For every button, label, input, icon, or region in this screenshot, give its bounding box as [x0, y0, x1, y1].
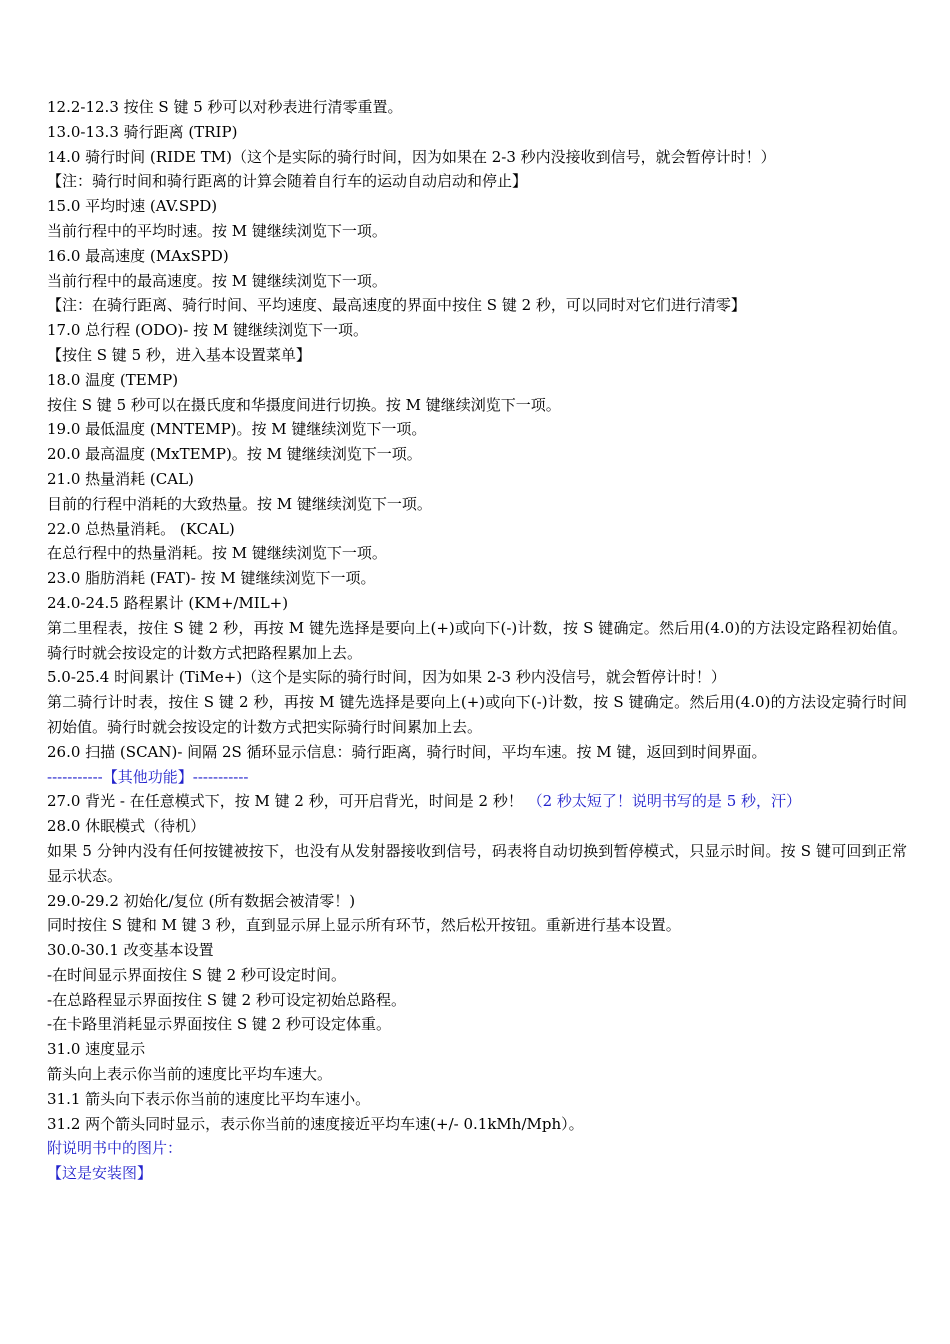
text-line: 28.0 休眠模式（待机） [47, 817, 206, 836]
sleep-paragraph: 如果 5 分钟内没有任何按键被按下，也没有从发射器接收到信号，码表将自动切换到暂停模式，只显示时间。按 S 键可回到正常显示状态。 [47, 841, 907, 885]
text-line: 16.0 最高速度 (MAxSPD) [47, 246, 229, 265]
text-line: 同时按住 S 键和 M 键 3 秒，直到显示屏上显示所有环节，然后松开按钮。重新进行基本设置。 [47, 916, 681, 935]
text-line: 20.0 最高温度 (MxTEMP)。按 M 键继续浏览下一项。 [47, 445, 422, 464]
text-line: 29.0-29.2 初始化/复位 (所有数据会被清零！) [47, 891, 356, 910]
text-line: 【按住 S 键 5 秒，进入基本设置菜单】 [47, 345, 311, 364]
text-line: 14.0 骑行时间 (RIDE TM)（这个是实际的骑行时间，因为如果在 2-3 秒内没接收到信号，就会暂停计时！） [47, 147, 776, 166]
text-line: 12.2-12.3 按住 S 键 5 秒可以对秒表进行清零重置。 [47, 98, 403, 116]
text-line: 在总行程中的热量消耗。按 M 键继续浏览下一项。 [47, 544, 387, 563]
text-line: 按住 S 键 5 秒可以在摄氏度和华摄度间进行切换。按 M 键继续浏览下一项。 [47, 395, 561, 414]
backlight-line [47, 789, 907, 814]
text-line: 目前的行程中消耗的大致热量。按 M 键继续浏览下一项。 [47, 494, 432, 513]
text-line: 21.0 热量消耗 (CAL) [47, 469, 194, 488]
text-line: 15.0 平均时速 (AV.SPD) [47, 197, 218, 216]
text-line: -在总路程显示界面按住 S 键 2 秒可设定初始总路程。 [47, 990, 406, 1009]
timer-paragraph: 第二骑行计时表，按住 S 键 2 秒，再按 M 键先选择是要向上(+)或向下(-)计数，按 S 键确定。然后用(4.0)的方法设定骑行时间初始值。骑行时就会按设定的计数方式把实际骑行时间累加上去。 [47, 693, 907, 736]
text-line: 箭头向上表示你当前的速度比平均车速大。 [47, 1065, 333, 1084]
text-line: -在卡路里消耗显示界面按住 S 键 2 秒可设定体重。 [47, 1015, 391, 1034]
text-line: 【注：骑行时间和骑行距离的计算会随着自行车的运动自动启动和停止】 [47, 172, 528, 191]
text-line: 31.1 箭头向下表示你当前的速度比平均车速小。 [47, 1089, 371, 1108]
text-line: 24.0-24.5 路程累计 (KM+/MIL+) [47, 593, 289, 612]
text-line: 18.0 温度 (TEMP) [47, 370, 179, 389]
backlight-note: （2 秒太短了！说明书写的是 5 秒，汗） [527, 792, 802, 811]
install-diagram-label: 【这是安装图】 [47, 1164, 153, 1183]
text-line: 19.0 最低温度 (MNTEMP)。按 M 键继续浏览下一项。 [47, 420, 427, 439]
text-line: 【注：在骑行距离、骑行时间、平均速度、最高速度的界面中按住 S 键 2 秒，可以同时对它们进行清零】 [47, 296, 746, 315]
text-line: 当前行程中的最高速度。按 M 键继续浏览下一项。 [47, 271, 387, 290]
text-line: 13.0-13.3 骑行距离 (TRIP) [47, 122, 238, 141]
text-line: 17.0 总行程 (ODO)- 按 M 键继续浏览下一项。 [47, 321, 368, 340]
text-line: 30.0-30.1 改变基本设置 [47, 941, 214, 960]
text-line: 31.0 速度显示 [47, 1040, 146, 1059]
text-line: 22.0 总热量消耗。 (KCAL) [47, 519, 235, 538]
text-line: 31.2 两个箭头同时显示，表示你当前的速度接近平均车速(+/- 0.1kMh/Mph）。 [47, 1114, 584, 1133]
text-line: 当前行程中的平均时速。按 M 键继续浏览下一项。 [47, 221, 387, 240]
text-line: -在时间显示界面按住 S 键 2 秒可设定时间。 [47, 965, 346, 984]
document-body [47, 95, 907, 1186]
text-line: 26.0 扫描 (SCAN)- 间隔 2S 循环显示信息：骑行距离，骑行时间，平均车速。按 M 键，返回到时间界面。 [47, 742, 767, 761]
text-line: 5.0-25.4 时间累计 (TiMe+)（这个是实际的骑行时间，因为如果 2-3 秒内没信号，就会暂停计时！） [47, 668, 726, 687]
attached-pictures-label: 附说明书中的图片： [47, 1139, 183, 1158]
text-line: 23.0 脂肪消耗 (FAT)- 按 M 键继续浏览下一项。 [47, 569, 376, 588]
other-functions-heading: -----------【其他功能】----------- [47, 767, 249, 786]
odometer-paragraph: 第二里程表，按住 S 键 2 秒，再按 M 键先选择是要向上(+)或向下(-)计数，按 S 键确定。然后用(4.0)的方法设定路程初始值。骑行时就会按设定的计数方式把路程累加上去。 [47, 618, 907, 662]
backlight-text: 27.0 背光 - 在任意模式下，按 M 键 2 秒，可开启背光，时间是 2 秒！ [47, 792, 523, 811]
